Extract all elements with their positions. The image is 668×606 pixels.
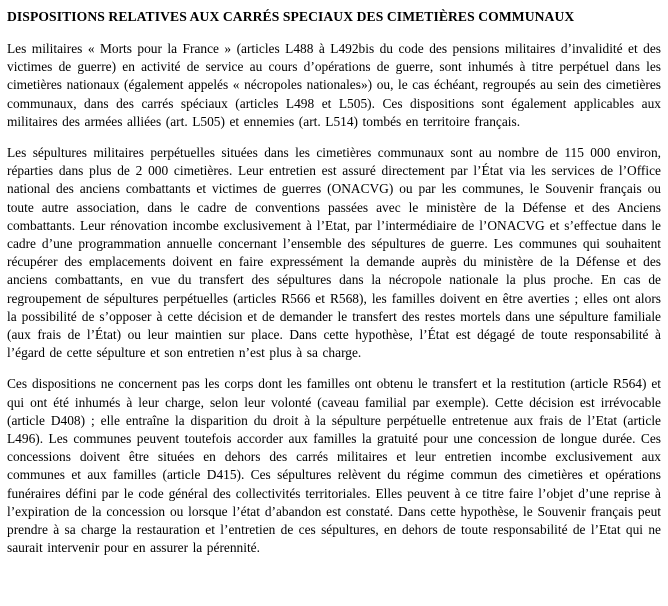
paragraph-military-morts-pour-la-france: Les militaires « Morts pour la France » (articles L488 à L492bis du code des pensions militaires d’invalidité et des victimes de guerre) en activité de service au cours d’opérations de guerre, sont inhumés à titre perpétuel dans les cimetières nationaux (également appelés « nécropoles nationales») ou, le cas échéant, regroupés au sein des cimetières communaux, dans des carrés spéciaux (articles L498 et L505). Ces dispositions sont également applicables aux militaires des armées alliées (art. L505) et ennemies (art. L514) tombés en territoire français. (7, 41, 661, 129)
paragraph-dispositions-exclusions: Ces dispositions ne concernent pas les corps dont les familles ont obtenu le transfert et la restitution (article R564) et qui ont été inhumés à leur charge, selon leur volonté (caveau familial par exemple). Cette décision est irrévocable (article D408) ; elle entraîne la disparition du droit à la sépulture perpétuelle entretenue aux frais de l’Etat (article L496). Les communes peuvent toutefois accorder aux familles la gratuité pour une concession de longue durée. Ces concessions doivent être situées en dehors des carrés militaires et leur entretien incombe exclusivement aux communes et aux familles (article D415). Ces sépultures relèvent du régime commun des cimetières et opérations funéraires défini par le code général des collectivités territoriales. Elles peuvent à ce titre faire l’objet d’une reprise à l’expiration de la concession ou lorsque l’état d’abandon est constaté. Dans cette hypothèse, le Souvenir français peut prendre à sa charge la restauration et l’entretien de ces sépultures, en dehors de toute responsabilité de l’Etat qui ne saurait intervenir pour en assurer la pérennité. (7, 376, 661, 556)
paragraph-sepultures-entretien: Les sépultures militaires perpétuelles situées dans les cimetières communaux sont au nombre de 115 000 environ, réparties dans plus de 2 000 cimetières. Leur entretien est assuré directement par l’État via les services de l’Office national des anciens combattants et victimes de guerres (ONACVG) ou par les communes, le Souvenir français ou toute autre association, dans le cadre de conventions passées avec le ministère de la Défense et des Anciens combattants. Leur rénovation incombe exclusivement à l’Etat, par l’intermédiaire de l’ONACVG et s’effectue dans le cadre d’une programmation annuelle concernant l’ensemble des sépultures de guerre. Les communes qui souhaitent récupérer des emplacements doivent en faire expressément la demande auprès du ministère de la Défense et des anciens combattants, en vue du transfert des sépultures dans la nécropole nationale la plus proche. En cas de regroupement de sépultures perpétuelles (articles R566 et R568), les familles doivent en être averties ; elles ont alors la possibilité de s’opposer à cette décision et de demander le transfert des restes mortels dans une sépulture familiale (aux frais de l’État) ou leur maintien sur place. Dans cette hypothèse, l’État est dégagé de toute responsabilité à l’égard de cette sépulture et son entretien n’est plus à sa charge. (7, 145, 661, 361)
document-title: DISPOSITIONS RELATIVES AUX CARRÉS SPECIAUX DES CIMETIÈRES COMMUNAUX (7, 9, 575, 24)
